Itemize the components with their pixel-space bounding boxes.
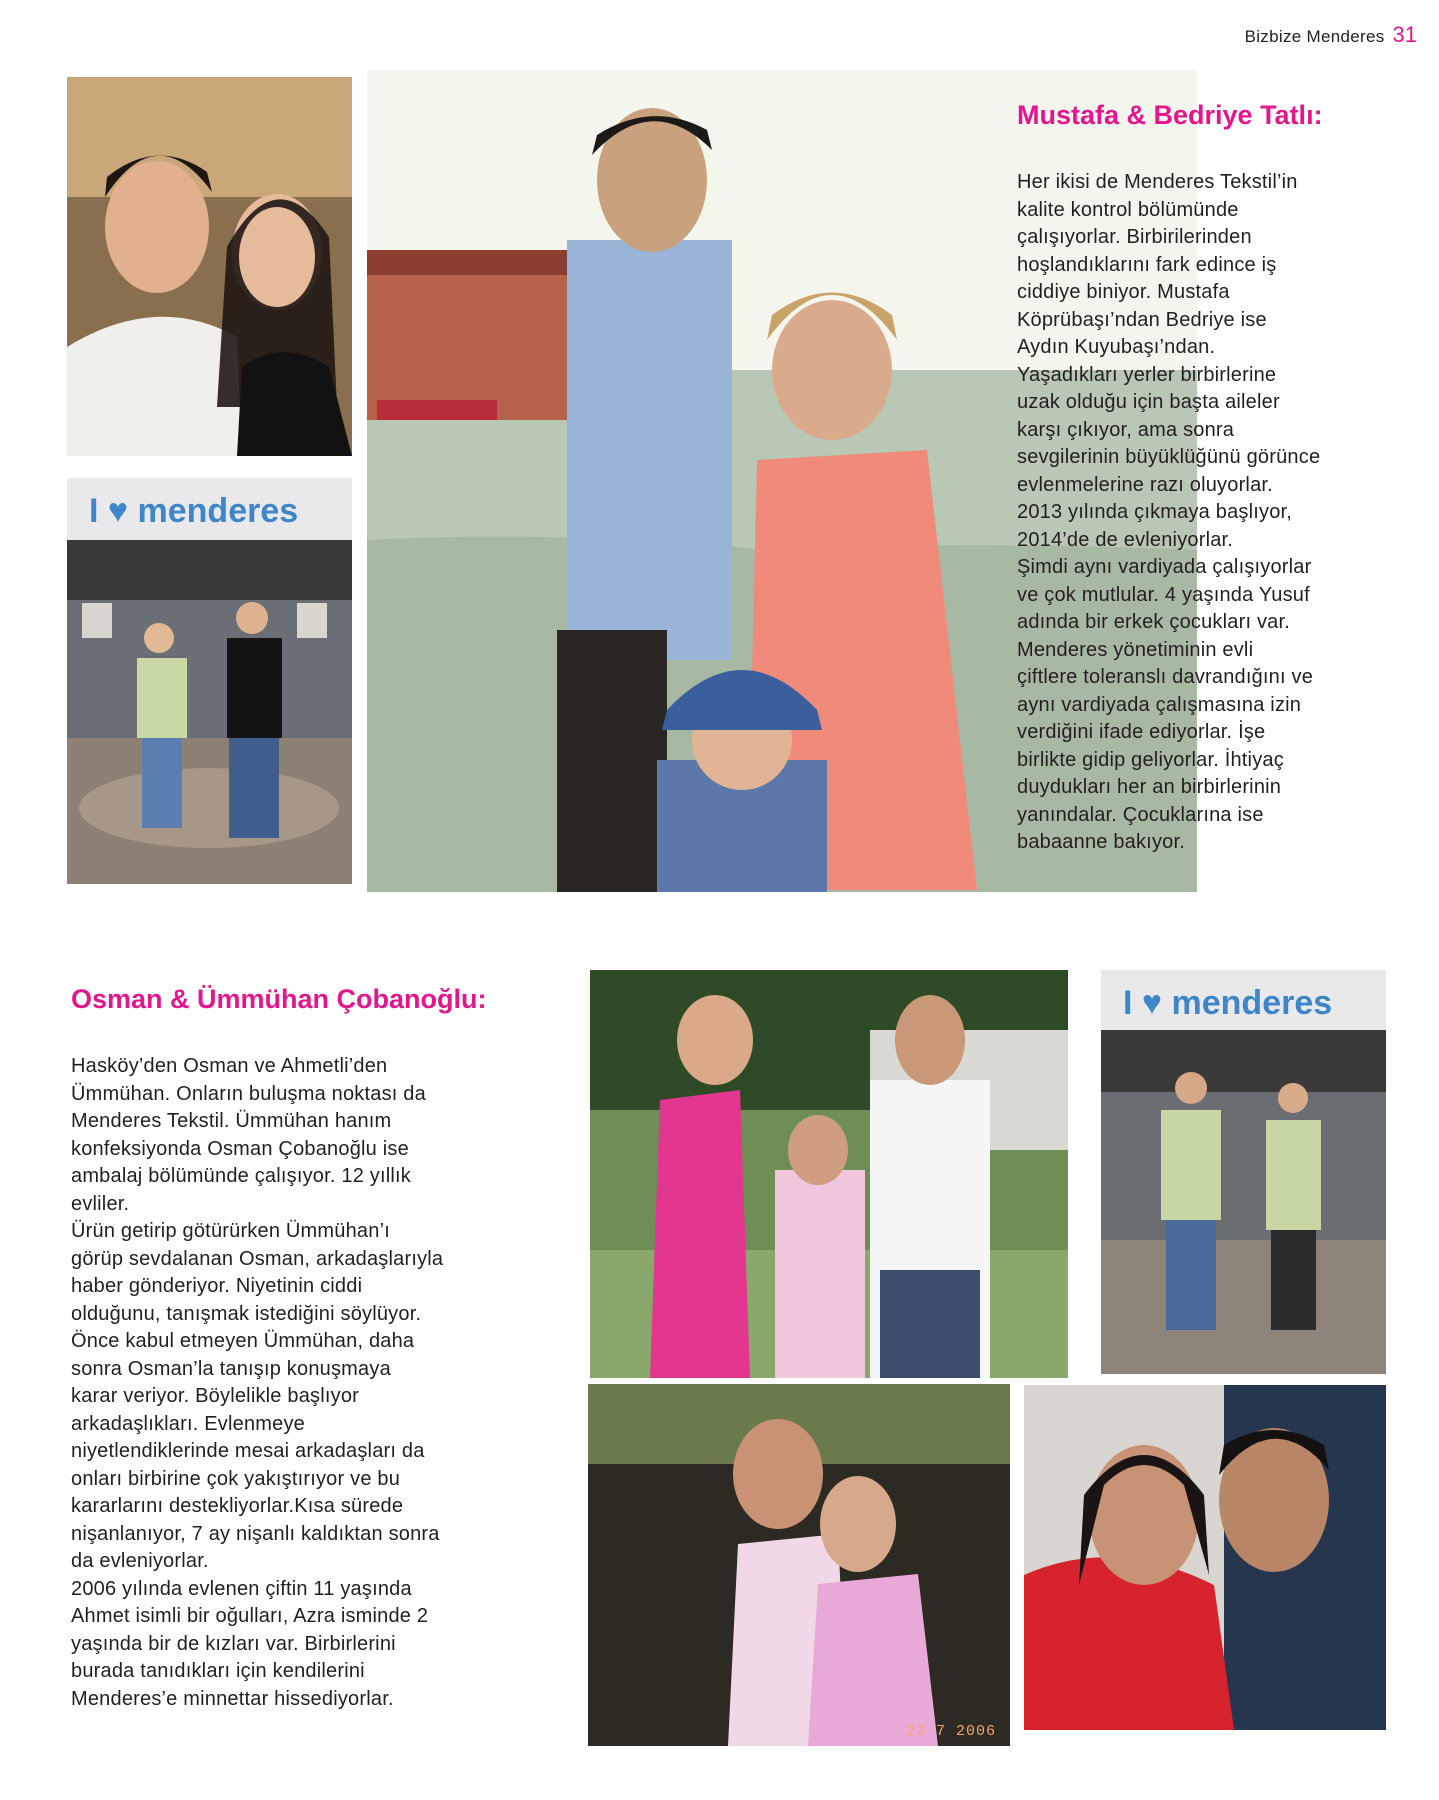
section2-body: Hasköy’den Osman ve Ahmetli’den Ümmühan. Onların buluşma noktası da Menderes Tekstil. Ümmühan hanım konfeksiyonda Osman Çobanoğlu ise ambalaj bölümünde çalışıyor. 12 yıllık evliler. Ürün getirip götürürken Ümmühan’ı görüp sevdalanan Osman, arkadaşlarıyla haber gönderiyor. Niyetinin ciddi olduğunu, tanışmak istediğini söylüyor. Önce kabul etmeyen Ümmühan, daha sonra Osman’la tanışıp konuşmaya karar veriyor. Böylelikle başlıyor arkadaşlıkları. Evlenmeye niyetlendiklerinde mesai arkadaşları da onları birbirine çok yakıştırıyor ve bu kararlarını destekliyorlar.Kısa sürede nişanlanıyor, 7 ay nişanlı kaldıktan sonra da evleniyorlar. 2006 yılında evlenen çiftin 11 yaşında Ahmet isimli bir oğulları, Azra isminde 2 yaşında bir de kızları var. Birbirlerini burada tanıdıkları için kendilerini Menderes’e minnettar hissediyorlar. [71, 1055, 444, 1710]
publication-name: Bizbize Menderes [1244, 27, 1385, 46]
page-header [1245, 22, 1417, 48]
photo-lobby-couple-2 [1101, 970, 1386, 1374]
photo-lobby-couple-1 [67, 478, 352, 884]
section1-title: Mustafa & Bedriye Tatlı: [1017, 100, 1323, 130]
photo-family-garden [590, 970, 1068, 1378]
photo-couple-selfie-2 [1024, 1385, 1386, 1730]
photo-wedding [588, 1384, 1010, 1746]
lobby-sign-text-2: I ♥ menderes [1123, 984, 1333, 1022]
wedding-date-stamp: 23 7 2006 [905, 1723, 996, 1740]
page-number: 31 [1392, 22, 1417, 47]
section2-title: Osman & Ümmühan Çobanoğlu: [71, 984, 487, 1014]
photo-couple-selfie-1 [67, 77, 352, 456]
lobby-sign-text: I ♥ menderes [89, 492, 299, 530]
section1-body: Her ikisi de Menderes Tekstil’in kalite kontrol bölümünde çalışıyorlar. Birbirilerinden hoşlandıklarını fark edince iş ciddiye biniyor. Mustafa Köprübaşı’ndan Bedriye ise Aydın Kuyubaşı’ndan. Yaşadıkları yerler birbirlerine uzak olduğu için başta aileler karşı çıkıyor, ama sonra sevgilerinin büyüklüğünü görünce evlenmelerine razı oluyorlar. 2013 yılında çıkmaya başlıyor, 2014’de de evleniyorlar. Şimdi aynı vardiyada çalışıyorlar ve çok mutlular. 4 yaşında Yusuf adında bir erkek çocukları var. Menderes yönetiminin evli çiftlere toleranslı davrandığını ve aynı vardiyada çalışmasına izin verdiğini ifade ediyorlar. İşe birlikte gidip geliyorlar. İhtiyaç duydukları her an birbirlerinin yanındalar. Çocuklarına ise babaanne bakıyor. [1017, 171, 1321, 853]
